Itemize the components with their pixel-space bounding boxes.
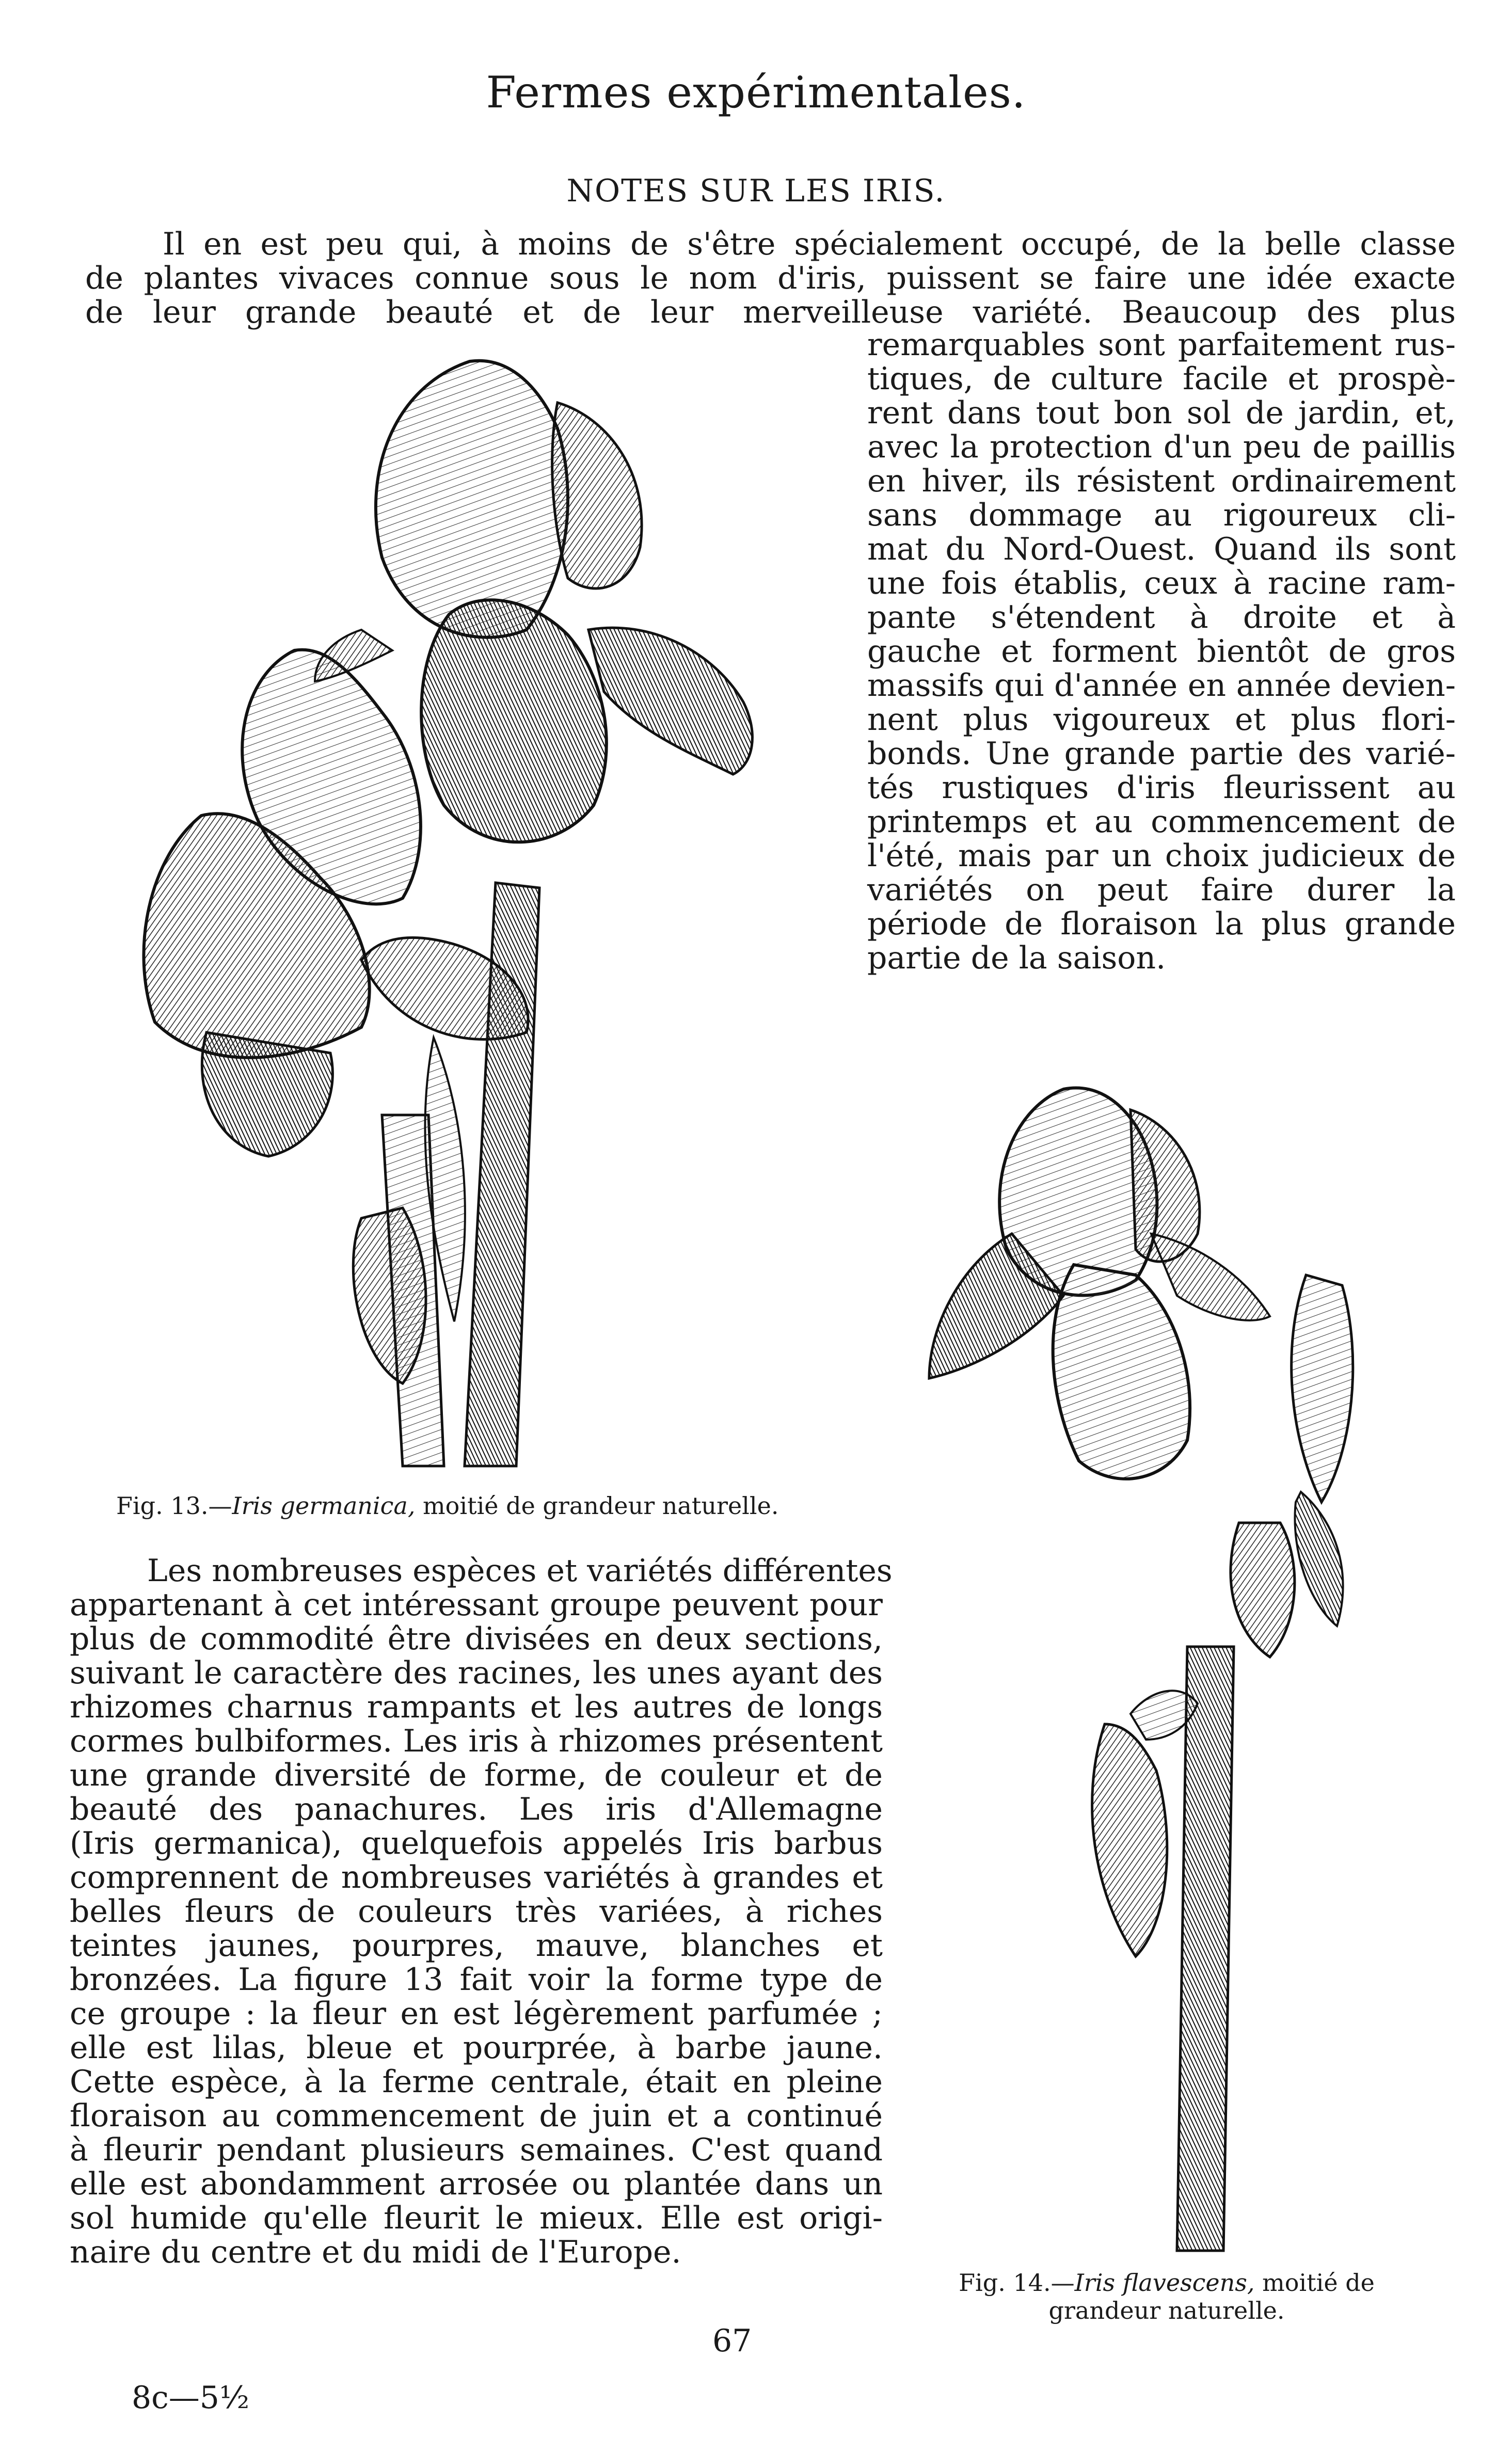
text-line: avec la protection d'un peu de paillis [867,429,1456,465]
text-line: Cette espèce, à la ferme centrale, était en pleine [70,2064,883,2100]
text-line: nent plus vigoureux et plus flori- [867,702,1456,738]
fig14-rest: moitié de [1254,2269,1375,2297]
text-line: pante s'étendent à droite et à [867,599,1456,635]
text-line: plus de commodité être divisées en deux sections, [70,1621,883,1657]
text-line: rhizomes charnus rampants et les autres de longs [70,1689,883,1725]
text-line: en hiver, ils résistent ordinairement [867,463,1456,499]
running-head: Fermes expérimentales. [486,67,1026,118]
fig13-rest: moitié de grandeur naturelle. [415,1492,779,1520]
text-line: massifs qui d'année en année devien- [867,667,1456,704]
text-line: (Iris germanica), quelquefois appelés Iris barbus [70,1825,883,1861]
text-line: mat du Nord-Ouest. Quand ils sont [867,531,1456,567]
text-line: partie de la saison. [867,940,1166,976]
intro-paragraph [85,227,1456,329]
text-line: bonds. Une grande partie des varié- [867,736,1456,772]
text-line: teintes jaunes, pourpres, mauve, blanches et [70,1928,883,1964]
fig13-caption [116,1492,865,1520]
text-line: tés rustiques d'iris fleurissent au [867,770,1456,806]
text-line: gauche et forment bientôt de gros [867,633,1456,670]
text-line: naire du centre et du midi de l'Europe. [70,2234,681,2270]
page-number: 67 [712,2323,752,2359]
fig14-line2: grandeur naturelle. [1048,2297,1285,2324]
signature-mark: 8c—5½ [132,2380,250,2416]
text-line: tiques, de culture facile et prospè- [867,361,1456,397]
iris-flavescens-illustration [909,1079,1435,2256]
text-line: cormes bulbiformes. Les iris à rhizomes présentent [70,1723,883,1759]
fig13-label: Fig. 13.— [116,1492,232,1520]
text-line: printemps et au commencement de [867,804,1456,840]
text-line: suivant le caractère des racines, les unes ayant des [70,1655,883,1691]
text-line: Les nombreuses espèces et variétés différentes [147,1553,893,1589]
fig14-species: Iris flavescens, [1074,2269,1255,2297]
text-line: une grande diversité de forme, de couleur et de [70,1757,883,1793]
text-line: beauté des panachures. Les iris d'Allemagne [70,1791,883,1827]
text-line: bronzées. La figure 13 fait voir la forme type de [70,1962,883,1998]
intro-line: de plantes vivaces connue sous le nom d'iris, puissent se faire une idée exacte [85,260,1456,296]
text-line: floraison au commencement de juin et a continué [70,2098,883,2134]
text-line: elle est lilas, bleue et pourprée, à barbe jaune. [70,2030,883,2066]
text-line: à fleurir pendant plusieurs semaines. C'est quand [70,2132,883,2168]
text-line: sans dommage au rigoureux cli- [867,497,1456,533]
text-line: elle est abondamment arrosée ou plantée dans un [70,2166,883,2202]
text-line: remarquables sont parfaitement rus- [867,327,1456,363]
text-line: rent dans tout bon sol de jardin, et, [867,395,1456,431]
text-line: une fois établis, ceux à racine ram- [867,565,1456,601]
text-line: appartenant à cet intéressant groupe peuvent pour [70,1587,883,1623]
text-line: période de floraison la plus grande [867,906,1456,942]
text-line: ce groupe : la fleur en est légèrement parfumée ; [70,1996,883,2032]
text-line: l'été, mais par un choix judicieux de [867,838,1456,874]
intro-line: Il en est peu qui, à moins de s'être spécialement occupé, de la belle classe [163,226,1456,262]
iris-germanica-illustration [72,341,867,1476]
left-column-text [70,1553,893,2270]
text-line: sol humide qu'elle fleurit le mieux. Elle est origi- [70,2200,883,2236]
text-line: belles fleurs de couleurs très variées, à riches [70,1893,883,1930]
fig13-species: Iris germanica, [232,1492,416,1520]
intro-line: de leur grande beauté et de leur merveilleuse variété. Beaucoup des plus [85,294,1456,330]
section-title: NOTES SUR LES IRIS. [566,173,946,209]
right-column-text [867,328,1456,975]
text-line: variétés on peut faire durer la [867,872,1456,908]
fig14-label: Fig. 14.— [959,2269,1075,2297]
text-line: comprennent de nombreuses variétés à grandes et [70,1859,883,1896]
fig14-caption [929,2269,1404,2324]
